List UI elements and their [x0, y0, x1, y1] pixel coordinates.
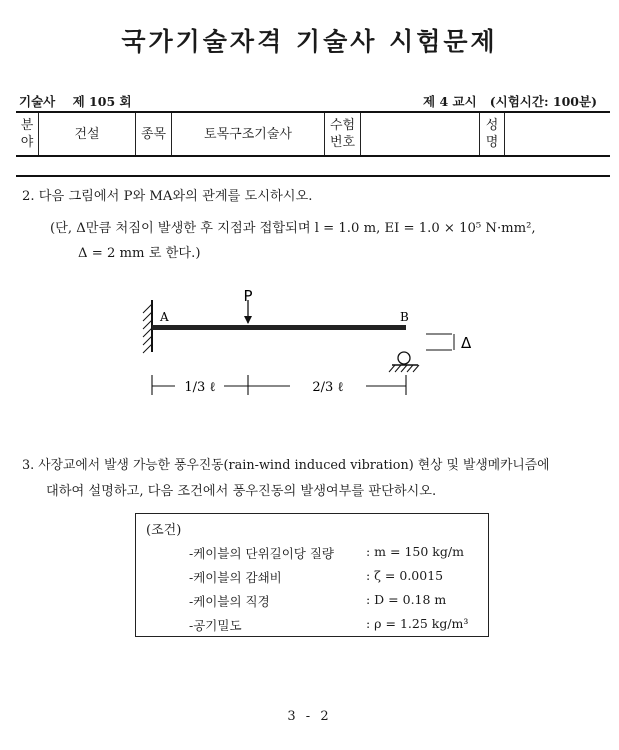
dim-right-label: 2/3 ℓ	[312, 380, 344, 395]
name-field[interactable]	[505, 112, 611, 156]
category-label: 종목	[136, 112, 172, 156]
condition-label-damping: -케이블의 감쇄비	[189, 570, 282, 585]
condition-value-diameter: : D = 0.18 m	[366, 592, 447, 607]
load-label: P	[243, 287, 253, 305]
question-3-line-1: 3. 사장교에서 발생 가능한 풍우진동(rain-wind induced vibration) 현상 및 발생메카니즘에	[22, 458, 550, 473]
dim-left-label: 1/3 ℓ	[184, 380, 216, 395]
exam-number-field[interactable]	[361, 112, 480, 156]
roller-support	[398, 352, 410, 364]
condition-value-air-density: : ρ = 1.25 kg/m³	[366, 616, 469, 631]
question-3-line-2: 대하여 설명하고, 다음 조건에서 풍우진동의 발생여부를 판단하시오.	[46, 484, 437, 499]
roller-ground-hatching	[389, 365, 419, 372]
page-number: 3 - 2	[287, 709, 332, 724]
category-value: 토목구조기술사	[172, 112, 325, 156]
condition-value-mass: : m = 150 kg/m	[366, 544, 464, 559]
name-label: 성 명	[480, 112, 505, 156]
fixed-wall-hatching	[143, 304, 152, 353]
exam-session: 제 4 교시 (시험시간: 100분)	[423, 94, 597, 109]
condition-label-air-density: -공기밀도	[189, 618, 242, 633]
candidate-info-table	[16, 111, 610, 157]
exam-round: 기술사 제 105 회	[19, 94, 132, 109]
page-title: 국가기술자격 기술사 시험문제	[121, 27, 498, 56]
condition-value-damping: : ζ = 0.0015	[366, 568, 444, 583]
question-2-condition-line-1: (단, Δ만큼 처짐이 발생한 후 지점과 접합되며 l = 1.0 m, EI = 1.0 × 10⁵ N·mm²,	[50, 221, 536, 236]
condition-label-diameter: -케이블의 직경	[189, 594, 270, 609]
conditions-title: (조건)	[146, 523, 182, 538]
question-2-condition-line-2: Δ = 2 mm 로 한다.)	[78, 246, 201, 261]
delta-label: Δ	[461, 334, 472, 352]
field-value: 건설	[39, 112, 136, 156]
beam-diagram	[130, 282, 490, 407]
question-2-text: 2. 다음 그림에서 P와 MA와의 관계를 도시하시오.	[22, 189, 313, 204]
header-divider	[16, 175, 610, 177]
load-arrowhead	[244, 316, 252, 324]
condition-label-mass: -케이블의 단위길이당 질량	[189, 546, 334, 561]
support-b-label: B	[400, 310, 409, 324]
field-label: 분 야	[16, 112, 39, 156]
beam	[152, 325, 406, 330]
support-a-label: A	[160, 310, 169, 324]
exam-number-label: 수험 번호	[325, 112, 361, 156]
